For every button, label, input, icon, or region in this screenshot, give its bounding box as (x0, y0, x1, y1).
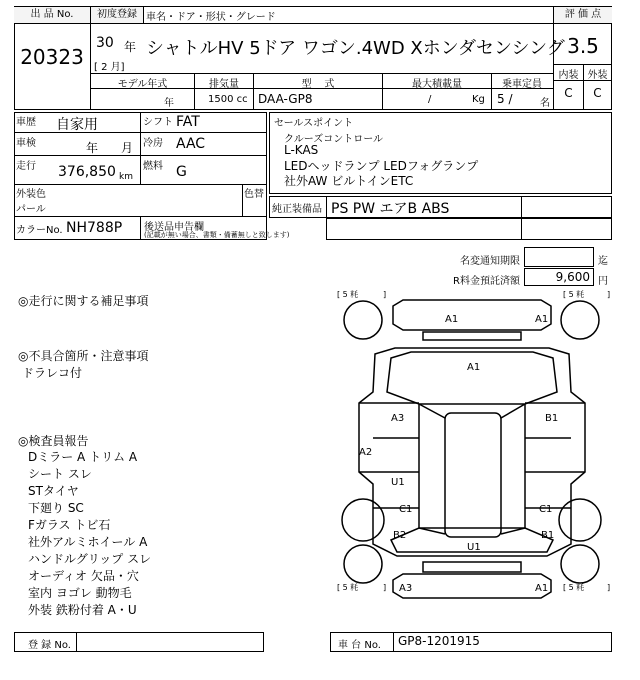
interior-grade: C (564, 86, 573, 100)
tread-rr-close: ] (607, 583, 611, 592)
displacement-label: 排気量 (209, 79, 239, 90)
equipment-label: 純正装備品 (272, 204, 322, 215)
first-reg-month: [ 2 月] (94, 62, 125, 73)
score-label: 評 価 点 (554, 7, 612, 24)
sales-point-1: クルーズコントロール (284, 134, 383, 145)
report-item: 社外アルミホイール A (28, 535, 148, 549)
sales-point-2: L-KAS (284, 143, 319, 157)
name-change-box (524, 247, 594, 267)
exterior-color-label: 外装色 (16, 189, 46, 200)
damage-label: A3 (391, 413, 405, 424)
name-change-unit: 迄 (598, 256, 608, 267)
defect-1: ドラレコ付 (22, 366, 83, 380)
color-change-label: 色替 (244, 189, 264, 200)
lot-no: 20323 (20, 45, 84, 69)
report-item: STタイヤ (28, 484, 79, 498)
aftermarket-box (326, 218, 612, 240)
inspection-year-unit: 年 (86, 141, 99, 155)
damage-label: C1 (399, 504, 413, 515)
first-reg-year: 30 (96, 35, 114, 51)
tire-fl (344, 301, 382, 339)
damage-label: U1 (467, 542, 481, 553)
fuel: G (176, 164, 187, 180)
tread-rl: [ 5 粍 (337, 583, 359, 592)
damage-label: A1 (467, 362, 481, 373)
tread-fr: [ 5 粍 (563, 290, 585, 299)
report-item: ハンドルグリップ スレ (28, 552, 152, 566)
first-reg-year-label: 年 (124, 40, 137, 54)
report-list (28, 448, 151, 618)
score: 3.5 (567, 34, 599, 58)
car-name: シャトルHV 5ドア ワゴン.4WD Xホンダセンシング (146, 38, 565, 59)
report-item: Dミラー A トリム A (28, 450, 138, 464)
color-no: NH788P (66, 220, 123, 236)
damage-label: A1 (535, 314, 549, 325)
tire-rl (342, 499, 384, 541)
report-item: Fガラス トビ石 (28, 518, 111, 532)
capacity: 5 / (497, 92, 513, 106)
sales-point-4: 社外AW ビルトインETC (284, 174, 414, 188)
history: 自家用 (56, 117, 98, 133)
exterior-color: パール (16, 204, 46, 215)
max-load: / (428, 94, 432, 105)
shift-label: シフト (143, 117, 173, 128)
mileage: 376,850 (58, 164, 116, 180)
tread-fr-close: ] (607, 290, 611, 299)
tire-bl (344, 545, 382, 583)
color-no-label: カラーNo. (16, 225, 63, 236)
aftermarket-label: 後送品申告欄 (144, 222, 204, 233)
tread-fl: [ 5 粍 (337, 290, 359, 299)
ac: AAC (176, 136, 206, 152)
max-load-unit: Kg (472, 94, 485, 105)
exterior-label: 外装 (587, 70, 608, 81)
report-item: 下廻り SC (28, 501, 84, 515)
mileage-label: 走行 (16, 161, 36, 172)
damage-label: A1 (535, 583, 549, 594)
car-damage-diagram (335, 288, 615, 628)
equipment: PS PW エアB ABS (331, 201, 450, 217)
tire-br (561, 545, 599, 583)
recycle-unit: 円 (598, 276, 608, 287)
model-year-unit: 年 (164, 98, 174, 109)
aftermarket-note: (記載が無い場合、書類・備蓄無しと致します) (144, 231, 290, 239)
chassis-no: GP8-1201915 (398, 634, 480, 648)
tire-rr (559, 499, 601, 541)
sales-points-label: セールスポイント (274, 118, 354, 129)
report-item: シート スレ (28, 467, 92, 481)
report-item: オーディオ 欠品・穴 (28, 569, 139, 583)
damage-label: B2 (393, 530, 407, 541)
max-load-label: 最大積載量 (412, 79, 462, 90)
mileage-unit: km (119, 172, 133, 182)
model-year-label: モデル年式 (117, 79, 168, 90)
recycle-amount: 9,600 (555, 270, 590, 284)
reg-no-label: 登 録 No. (28, 640, 71, 651)
first-reg-label: 初度登録 (91, 7, 144, 24)
damage-label: B1 (545, 413, 559, 424)
displacement: 1500 cc (208, 94, 248, 105)
sales-point-3: LEDヘッドランプ LEDフォグランプ (284, 159, 479, 173)
report-item: 室内 ヨゴレ 動物毛 (28, 586, 132, 600)
capacity-unit: 名 (540, 98, 550, 109)
lot-no-label: 出 品 No. (14, 7, 90, 24)
chassis-label: 車 台 No. (338, 640, 381, 651)
capacity-label: 乗車定員 (502, 79, 542, 90)
damage-label: A1 (445, 314, 459, 325)
report-title: ◎検査員報告 (18, 434, 89, 448)
model-label: 型 式 (301, 79, 335, 90)
model-code: DAA-GP8 (258, 92, 313, 106)
damage-label: C1 (539, 504, 553, 515)
driving-notes-title: ◎走行に関する補足事項 (18, 294, 149, 308)
name-change-label: 名変通知期限 (460, 256, 520, 267)
car-name-label: 車名・ドア・形状・グレード (146, 12, 276, 23)
report-item: 外装 鉄粉付着 A・U (28, 603, 137, 617)
interior-label: 内装 (558, 70, 579, 81)
damage-label: B1 (541, 530, 555, 541)
shift: FAT (176, 114, 200, 130)
inspection-label: 車検 (16, 138, 36, 149)
fuel-label: 燃料 (143, 161, 163, 172)
damage-label: A3 (399, 583, 413, 594)
tread-fl-close: ] (383, 290, 387, 299)
tread-rr: [ 5 粍 (563, 583, 585, 592)
defects-title: ◎不具合箇所・注意事項 (18, 349, 149, 363)
history-label: 車歴 (16, 117, 36, 128)
tread-rl-close: ] (383, 583, 387, 592)
inspection-month-unit: 月 (121, 141, 134, 155)
tire-fr (561, 301, 599, 339)
ac-label: 冷房 (143, 138, 163, 149)
damage-label: A2 (359, 447, 373, 458)
exterior-grade: C (593, 86, 602, 100)
damage-label: U1 (391, 477, 405, 488)
recycle-label: R料金預託済額 (453, 276, 520, 287)
